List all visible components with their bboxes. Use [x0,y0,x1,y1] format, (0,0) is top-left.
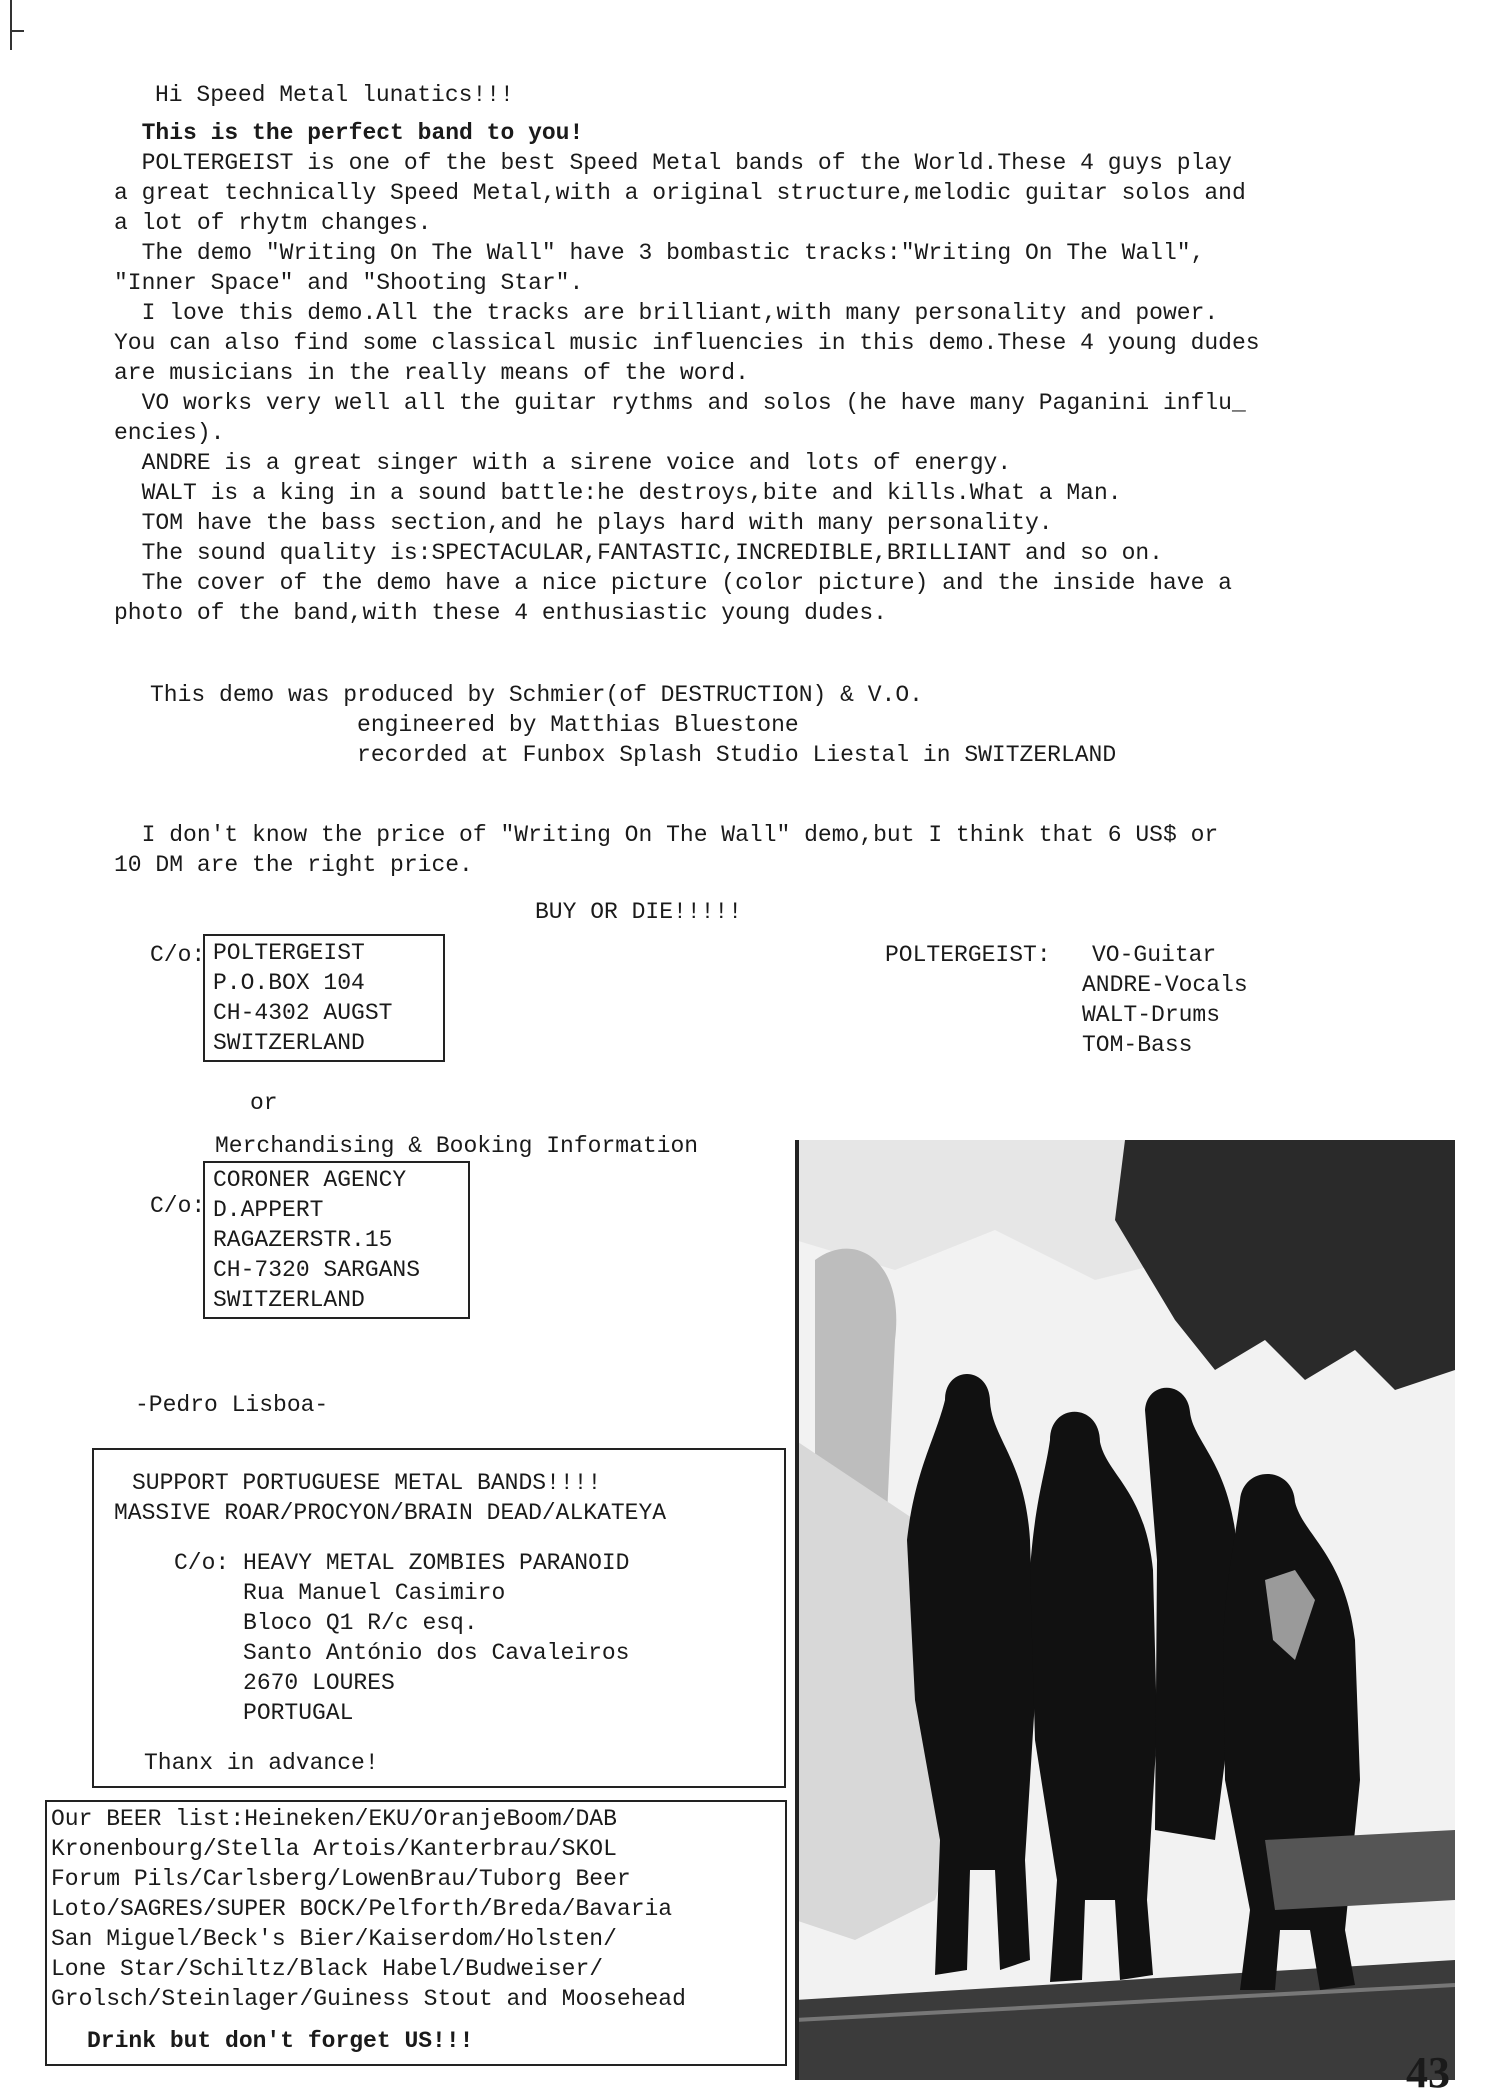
merch-heading: Merchandising & Booking Information [215,1133,699,1159]
credit-line: recorded at Funbox Splash Studio Liestal in SWITZERLAND [150,742,1117,768]
band-photo [795,1140,1455,2080]
address-line: P.O.BOX 104 [213,970,365,996]
price-line: 10 DM are the right price. [114,852,473,878]
scan-edge-line [10,0,12,50]
photo-frame-left-edge [795,1140,799,2080]
address-line: CH-4302 AUGST [213,1000,393,1026]
greeting: Hi Speed Metal lunatics!!! [155,82,514,108]
review-line: VO works very well all the guitar rythms and solos (he have many Paganini influ_ [114,390,1246,416]
beer-line: Lone Star/Schiltz/Black Habel/Budweiser/ [51,1956,604,1982]
beer-line: Our BEER list:Heineken/EKU/OranjeBoom/DAB [51,1806,617,1832]
support-thanks: Thanx in advance! [144,1750,379,1776]
support-address-line: PORTUGAL [174,1700,354,1726]
lineup-member: TOM-Bass [1082,1032,1193,1058]
beer-list-box [45,1800,787,2066]
beer-line: Loto/SAGRES/SUPER BOCK/Pelforth/Breda/Bavaria [51,1896,673,1922]
review-line: "Inner Space" and "Shooting Star". [114,270,584,296]
review-line: encies). [114,420,225,446]
review-line: ANDRE is a great singer with a sirene voice and lots of energy. [114,450,1012,476]
support-address-line: Rua Manuel Casimiro [174,1580,506,1606]
beer-footer: Drink but don't forget US!!! [87,2028,474,2054]
lineup-member: ANDRE-Vocals [1082,972,1248,998]
signature: -Pedro Lisboa- [135,1392,329,1418]
address-line: CORONER AGENCY [213,1167,407,1193]
address-line: SWITZERLAND [213,1030,365,1056]
page-number: 43 [1406,2048,1450,2097]
beer-line: Forum Pils/Carlsberg/LowenBrau/Tuborg Beer [51,1866,631,1892]
credits [150,680,1490,770]
review-body [114,118,1454,628]
review-line: POLTERGEIST is one of the best Speed Metal bands of the World.These 4 guys play [114,150,1232,176]
support-address-line: Bloco Q1 R/c esq. [174,1610,478,1636]
review-line: a great technically Speed Metal,with a original structure,melodic guitar solos and [114,180,1246,206]
beer-line: Kronenbourg/Stella Artois/Kanterbrau/SKOL [51,1836,617,1862]
address-line: RAGAZERSTR.15 [213,1227,393,1253]
or-text: or [250,1090,278,1116]
review-line: This is the perfect band to you! [114,120,584,146]
address-line: POLTERGEIST [213,940,365,966]
review-line: The cover of the demo have a nice picture (color picture) and the inside have a [114,570,1232,596]
support-address-line: Santo António dos Cavaleiros [174,1640,630,1666]
credit-line: engineered by Matthias Bluestone [150,712,799,738]
address-line: SWITZERLAND [213,1287,365,1313]
buy-or-die: BUY OR DIE!!!!! [535,899,743,925]
support-address-line: C/o: HEAVY METAL ZOMBIES PARANOID [174,1550,630,1576]
support-bands: MASSIVE ROAR/PROCYON/BRAIN DEAD/ALKATEYA [114,1500,667,1526]
price-note [114,820,1454,880]
support-title: SUPPORT PORTUGUESE METAL BANDS!!!! [132,1470,602,1496]
care-of-label: C/o: [150,942,206,968]
review-line: You can also find some classical music influencies in this demo.These 4 young dudes [114,330,1260,356]
support-box [92,1448,786,1788]
lineup-label: POLTERGEIST: [885,942,1051,968]
review-line: WALT is a king in a sound battle:he destroys,bite and kills.What a Man. [114,480,1122,506]
credit-line: This demo was produced by Schmier(of DESTRUCTION) & V.O. [150,682,923,708]
support-address-line: 2670 LOURES [174,1670,395,1696]
beer-line: San Miguel/Beck's Bier/Kaiserdom/Holsten/ [51,1926,617,1952]
price-line: I don't know the price of "Writing On The Wall" demo,but I think that 6 US$ or [114,822,1219,848]
review-line: The sound quality is:SPECTACULAR,FANTASTIC,INCREDIBLE,BRILLIANT and so on. [114,540,1163,566]
review-line: The demo "Writing On The Wall" have 3 bombastic tracks:"Writing On The Wall", [114,240,1205,266]
coroner-agency-box [203,1161,470,1319]
address-line: CH-7320 SARGANS [213,1257,421,1283]
poltergeist-address-box [203,934,445,1062]
photo-foreground-ledge [1265,1830,1455,1910]
review-line: photo of the band,with these 4 enthusiastic young dudes. [114,600,887,626]
beer-line: Grolsch/Steinlager/Guiness Stout and Moosehead [51,1986,686,2012]
care-of-label: C/o: [150,1193,206,1219]
scan-edge-line [10,30,24,32]
review-line: I love this demo.All the tracks are brilliant,with many personality and power. [114,300,1219,326]
review-line: are musicians in the really means of the word. [114,360,749,386]
review-line: a lot of rhytm changes. [114,210,432,236]
address-line: D.APPERT [213,1197,324,1223]
review-line: TOM have the bass section,and he plays hard with many personality. [114,510,1053,536]
lineup-member: VO-Guitar [1092,942,1217,968]
lineup-member: WALT-Drums [1082,1002,1221,1028]
